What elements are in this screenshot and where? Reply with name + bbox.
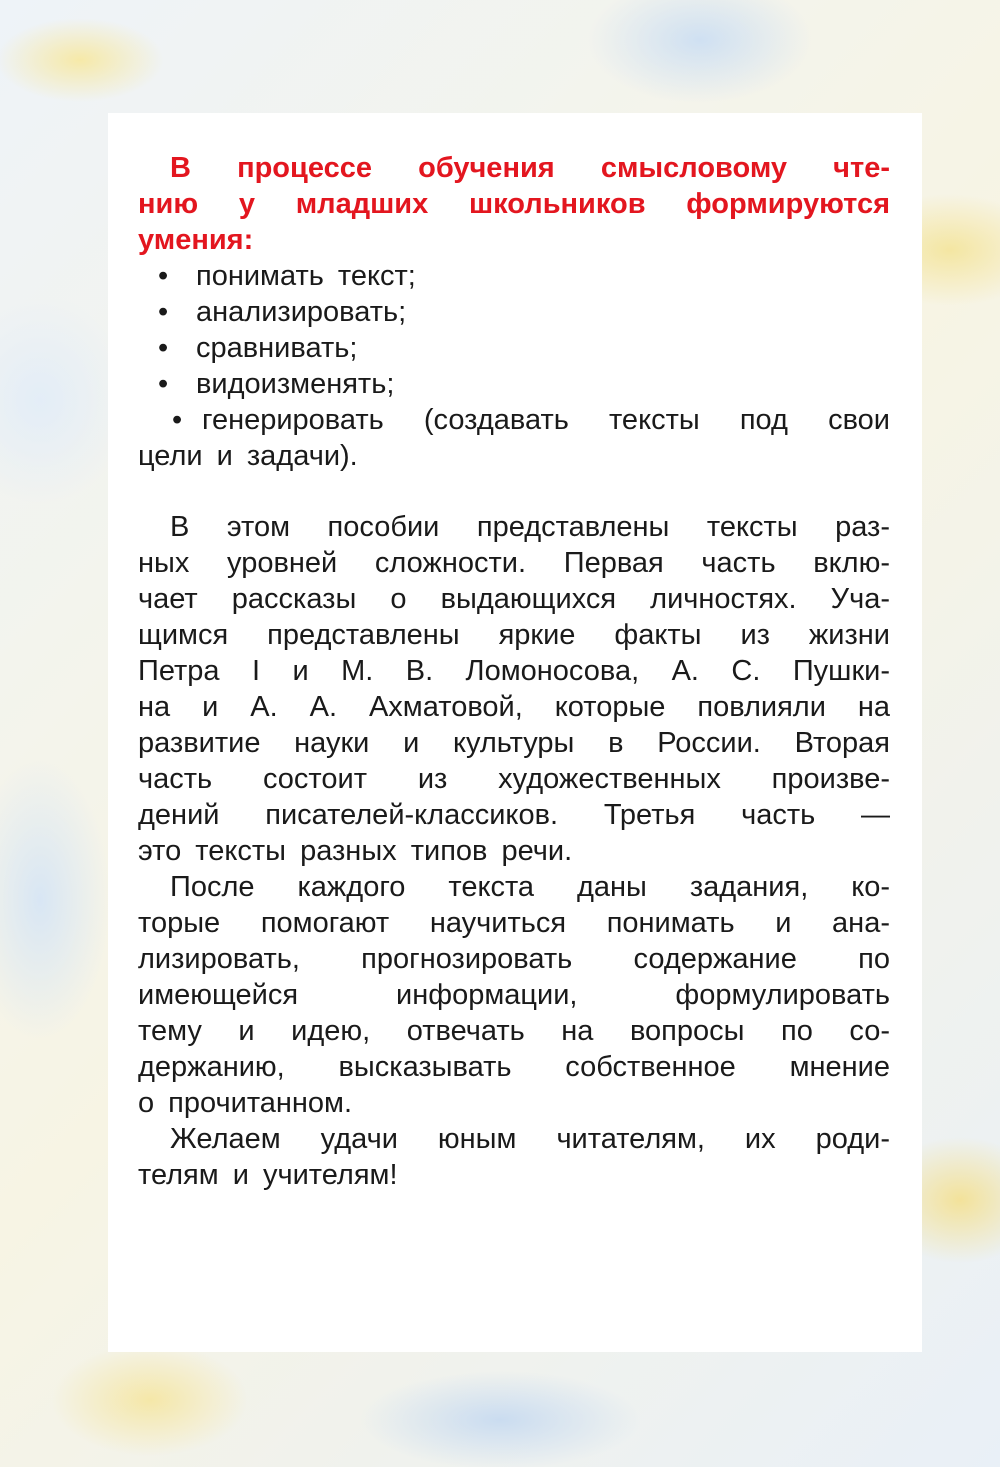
heading bbox=[138, 150, 890, 258]
text-line: телям и учителям! bbox=[138, 1159, 398, 1191]
text-line: это тексты разных типов речи. bbox=[138, 835, 573, 867]
text-line: После каждого текста даны задания, ко- bbox=[170, 871, 890, 903]
heading-line: нию у младших школьников формируются bbox=[138, 188, 890, 220]
text-line: о прочитанном. bbox=[138, 1087, 353, 1119]
text-line: Желаем удачи юным читателям, их роди- bbox=[170, 1123, 890, 1155]
text-line: торые помогают научиться понимать и ана- bbox=[138, 907, 890, 939]
text-line: развитие науки и культуры в России. Вторая bbox=[138, 727, 890, 759]
list-item bbox=[138, 402, 890, 438]
bullet-icon: • bbox=[158, 332, 169, 364]
text-line: имеющейся информации, формулировать bbox=[138, 979, 890, 1011]
list-item-text: генерировать (создавать тексты под свои bbox=[202, 404, 890, 436]
list-item bbox=[138, 366, 890, 402]
text-line: Петра I и М. В. Ломоносова, А. С. Пушки- bbox=[138, 655, 890, 687]
page-text bbox=[138, 150, 890, 1193]
paragraph-3 bbox=[138, 1121, 890, 1193]
list-item bbox=[138, 294, 890, 330]
list-item-continuation: цели и задачи). bbox=[138, 440, 358, 472]
text-line: ных уровней сложности. Первая часть вклю- bbox=[138, 547, 890, 579]
bullet-icon: • bbox=[172, 404, 183, 436]
text-line: держанию, высказывать собственное мнение bbox=[138, 1051, 890, 1083]
text-line: лизировать, прогнозировать содержание по bbox=[138, 943, 890, 975]
heading-line: В процессе обучения смысловому чте- bbox=[170, 152, 890, 184]
paragraph-2 bbox=[138, 869, 890, 1121]
list-item-text: анализировать; bbox=[196, 296, 407, 328]
text-line: щимся представлены яркие факты из жизни bbox=[138, 619, 890, 651]
skills-list bbox=[138, 258, 890, 474]
bullet-icon: • bbox=[158, 260, 169, 292]
list-item bbox=[138, 258, 890, 294]
list-item-text: понимать текст; bbox=[196, 260, 416, 292]
text-line: на и А. А. Ахматовой, которые повлияли на bbox=[138, 691, 890, 723]
text-line: дений писателей-классиков. Третья часть — bbox=[138, 799, 890, 831]
heading-line: умения: bbox=[138, 224, 254, 256]
paragraph-1 bbox=[138, 509, 890, 869]
text-line: В этом пособии представлены тексты раз- bbox=[170, 511, 890, 543]
bullet-icon: • bbox=[158, 368, 169, 400]
text-line: тему и идею, отвечать на вопросы по со- bbox=[138, 1015, 890, 1047]
list-item-text: видоизменять; bbox=[196, 368, 395, 400]
text-line: часть состоит из художественных произве- bbox=[138, 763, 890, 795]
text-line: чает рассказы о выдающихся личностях. Уча- bbox=[138, 583, 890, 615]
list-item-text: сравнивать; bbox=[196, 332, 358, 364]
list-item bbox=[138, 330, 890, 366]
bullet-icon: • bbox=[158, 296, 169, 328]
